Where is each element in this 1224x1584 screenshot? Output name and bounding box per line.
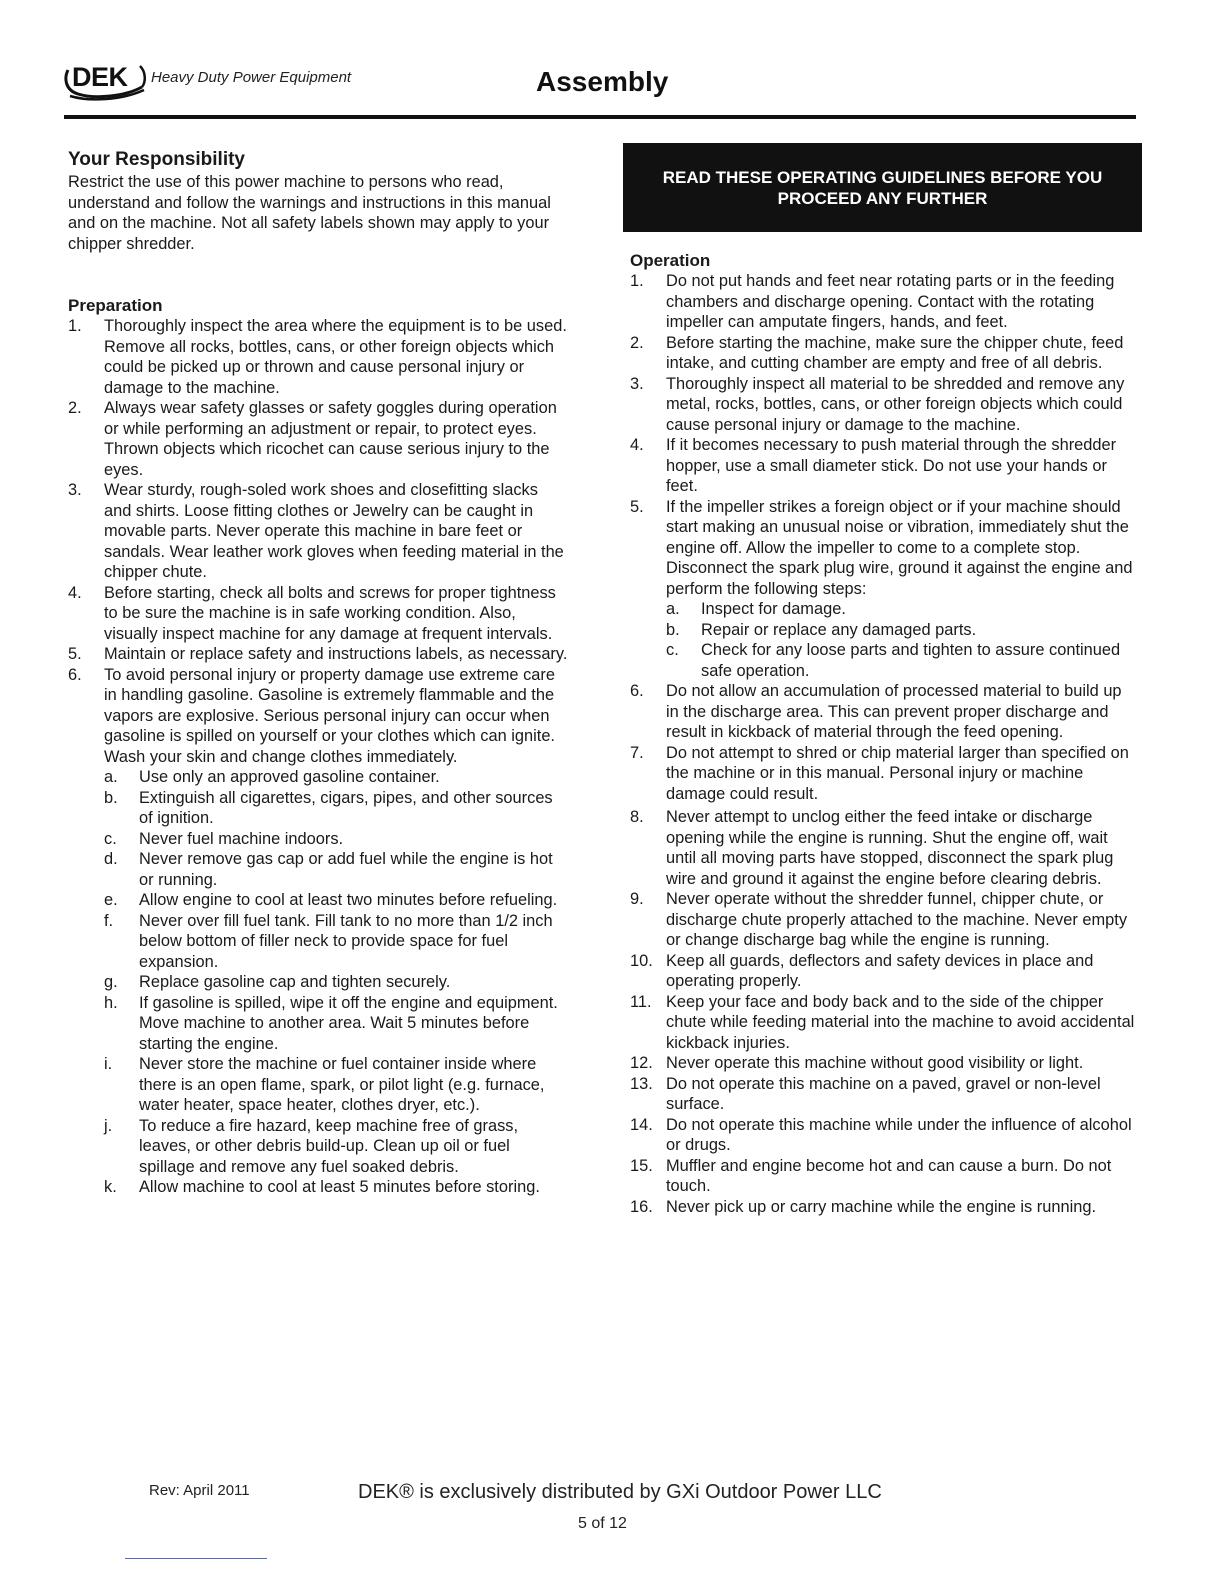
list-item: 1. Do not put hands and feet near rotating parts or in the feeding chambers and discharge opening. Contact with the rotating impeller can amputate fingers, hands, and feet.	[630, 272, 1115, 331]
list-item: 6. To avoid personal injury or property damage use extreme care in handling gasoline. Gasoline is extremely flammable and the vapors are explosive. Serious personal injury can occur when gasoline is spilled on yourself or your clothes which can ignite. Wash your skin and change clothes immediately.	[68, 665, 555, 766]
sub-list-item: d. Never remove gas cap or add fuel while the engine is hot or running.	[104, 850, 553, 889]
operating-guidelines-notice: READ THESE OPERATING GUIDELINES BEFORE YOU PROCEED ANY FURTHER	[623, 143, 1142, 232]
sub-list-item: i. Never store the machine or fuel container inside where there is an open flame, spark, or pilot light (e.g. furnace, water heater, space heater, clothes dryer, etc.).	[104, 1055, 545, 1114]
list-item: 14. Do not operate this machine while under the influence of alcohol or drugs.	[630, 1115, 1132, 1154]
footer-line	[125, 1558, 267, 1559]
list-item: 8. Never attempt to unclog either the feed intake or discharge opening while the engine is running. Shut the engine off, wait until all moving parts have stopped, disconnect the spark plug wire and ground it against the engine before clearing debris.	[630, 808, 1114, 888]
sub-list-item: c. Never fuel machine indoors.	[104, 829, 344, 848]
list-item: 7. Do not attempt to shred or chip material larger than specified on the machine or in this manual. Personal injury or machine damage could result.	[630, 743, 1129, 803]
sub-list-item: g. Replace gasoline cap and tighten securely.	[104, 973, 451, 991]
responsibility-heading: Your Responsibility	[68, 149, 246, 170]
responsibility-text: Restrict the use of this power machine to persons who read, understand and follow the warnings and instructions in this manual and on the machine. Not all safety labels shown may apply to your chipper shredder.	[68, 173, 551, 253]
impeller-steps-sublist	[630, 599, 1138, 681]
tagline: Heavy Duty Power Equipment	[151, 69, 352, 86]
dek-logo	[62, 58, 148, 100]
sub-list-item: k. Allow machine to cool at least 5 minutes before storing.	[104, 1178, 540, 1196]
operation-list-continued	[630, 681, 1138, 1217]
list-item: 15. Muffler and engine become hot and can cause a burn. Do not touch.	[630, 1156, 1112, 1195]
sub-list-item: e. Allow engine to cool at least two minutes before refueling.	[104, 891, 558, 909]
preparation-list	[68, 316, 568, 767]
sub-list-item: b. Extinguish all cigarettes, cigars, pipes, and other sources of ignition.	[104, 788, 553, 827]
sub-list-item: a. Inspect for damage.	[666, 600, 846, 618]
list-item: 3. Wear sturdy, rough-soled work shoes and closefitting slacks and shirts. Loose fitting clothes or Jewelry can be caught in movable parts. Never operate this machine in bare feet or sandals. Wear leather work gloves when feeding material in the chipper chute.	[68, 481, 564, 581]
logo-text: DEK	[72, 62, 128, 92]
page-title: Assembly	[536, 66, 669, 97]
list-item: 13. Do not operate this machine on a paved, gravel or non-level surface.	[630, 1074, 1101, 1113]
revision-date: Rev: April 2011	[149, 1482, 250, 1499]
operation-heading: Operation	[630, 251, 711, 270]
sub-list-item: a. Use only an approved gasoline container.	[104, 768, 440, 786]
gasoline-sublist	[68, 767, 568, 1198]
list-item: 6. Do not allow an accumulation of processed material to build up in the discharge area. This can prevent proper discharge and result in kickback of material through the feed opening.	[630, 682, 1122, 741]
list-item: 5. If the impeller strikes a foreign object or if your machine should start making an unusual noise or vibration, immediately shut the engine off. Allow the impeller to come to a complete stop. Disconnect the spark plug wire, ground it against the engine and perform the following steps:	[630, 497, 1133, 598]
list-item: 11. Keep your face and body back and to the side of the chipper chute while feeding material into the machine to avoid accidental kickback injuries.	[630, 992, 1135, 1052]
list-item: 12. Never operate this machine without good visibility or light.	[630, 1054, 1084, 1072]
right-column	[630, 250, 1138, 1217]
list-item: 4. Before starting, check all bolts and screws for proper tightness to be sure the machine is in safe working condition. Also, visually inspect machine for any damage at frequent intervals.	[68, 583, 556, 643]
sub-list-item: j. To reduce a fire hazard, keep machine free of grass, leaves, or other debris build-up. Clean up oil or fuel spillage and remove any fuel soaked debris.	[104, 1116, 519, 1176]
preparation-heading: Preparation	[68, 296, 163, 315]
page-number: 5 of 12	[578, 1515, 627, 1532]
list-item: 4. If it becomes necessary to push material through the shredder hopper, use a small diameter stick. Do not use your hands or feet.	[630, 436, 1117, 495]
header-rule	[64, 115, 1136, 119]
sub-list-item: f. Never over fill fuel tank. Fill tank to no more than 1/2 inch below bottom of filler neck to provide space for fuel expansion.	[104, 911, 553, 971]
operation-list	[630, 271, 1138, 599]
list-item: 2. Before starting the machine, make sure the chipper chute, feed intake, and cutting chamber are empty and free of all debris.	[630, 333, 1124, 372]
list-item: 16. Never pick up or carry machine while the engine is running.	[630, 1197, 1097, 1216]
list-item: 5. Maintain or replace safety and instructions labels, as necessary.	[68, 645, 568, 663]
list-item: 3. Thoroughly inspect all material to be shredded and remove any metal, rocks, bottles, cans, or other foreign objects which could cause personal injury or damage to the machine.	[630, 374, 1125, 434]
distribution-note: DEK® is exclusively distributed by GXi Outdoor Power LLC	[358, 1481, 882, 1503]
list-item: 10. Keep all guards, deflectors and safety devices in place and operating properly.	[630, 951, 1094, 990]
sub-list-item: c. Check for any loose parts and tighten to assure continued safe operation.	[666, 641, 1121, 680]
sub-list-item: b. Repair or replace any damaged parts.	[666, 620, 977, 639]
list-item: 2. Always wear safety glasses or safety goggles during operation or while performing an adjustment or repair, to protect eyes. Thrown objects which ricochet can cause serious injury to the eyes.	[68, 399, 557, 479]
list-item: 1. Thoroughly inspect the area where the equipment is to be used. Remove all rocks, bottles, cans, or other foreign objects which could be picked up or thrown and cause personal injury or damage to the machine.	[68, 317, 567, 397]
left-column	[68, 148, 568, 1198]
sub-list-item: h. If gasoline is spilled, wipe it off the engine and equipment. Move machine to another area. Wait 5 minutes before starting the engine.	[104, 993, 558, 1053]
list-item: 9. Never operate without the shredder funnel, chipper chute, or discharge chute properly attached to the machine. Never empty or change discharge bag while the engine is running.	[630, 890, 1128, 949]
